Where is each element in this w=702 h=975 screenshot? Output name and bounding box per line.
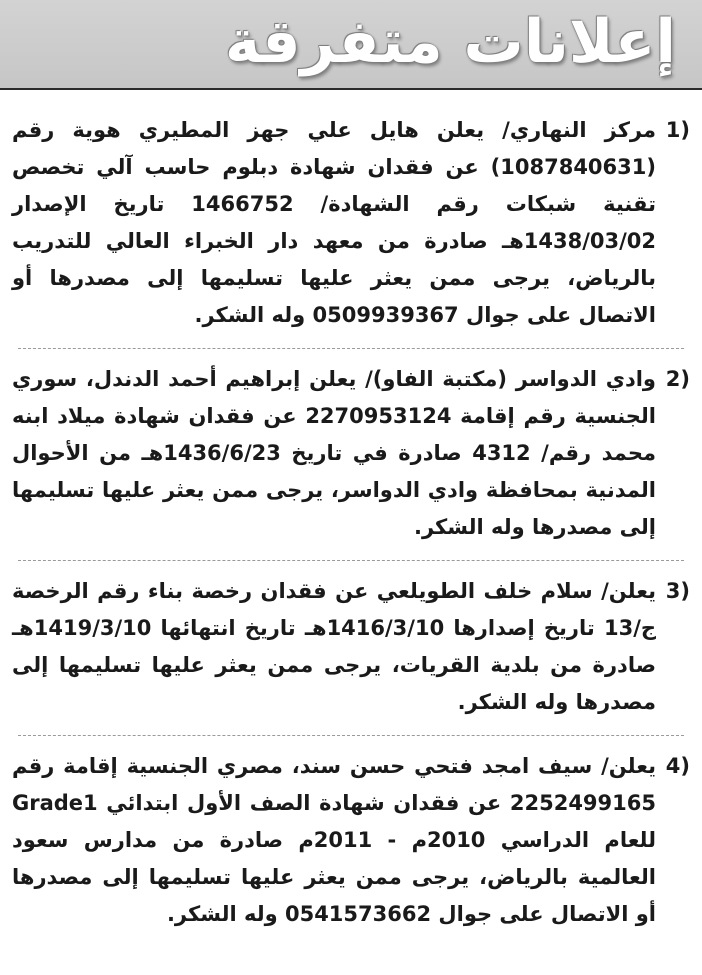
notice-item [12, 112, 690, 334]
notice-item [12, 361, 690, 546]
notice-text: مركز النهاري/ يعلن هايل علي جهز المطيري هوية رقم (1087840631) عن فقدان شهادة دبلوم حاسب آلي تخصص تقنية شبكات رقم الشهادة/ 1466752 تاريخ الإصدار 1438/03/02هـ صادرة من معهد دار الخبراء العالي للتدريب بالرياض، يرجى ممن يعثر عليها تسليمها إلى مصدرها أو الاتصال على جوال 0509939367 وله الشكر. [12, 118, 656, 327]
notices-list [0, 90, 702, 975]
notice-number: 4) [665, 754, 690, 778]
notice-item [12, 748, 690, 933]
notice-divider [18, 560, 684, 561]
notice-divider [18, 735, 684, 736]
notice-number: 1) [665, 118, 690, 142]
notice-divider [18, 348, 684, 349]
section-title: إعلانات متفرقة [224, 7, 676, 77]
notice-number: 3) [665, 579, 690, 603]
notice-text: يعلن/ سلام خلف الطويلعي عن فقدان رخصة بناء رقم الرخصة ج/13 تاريخ إصدارها 1416/3/10هـ تاريخ انتهائها 1419/3/10هـ صادرة من بلدية القريات، يرجى ممن يعثر عليها تسليمها إلى مصدرها وله الشكر. [12, 579, 656, 714]
notice-number: 2) [665, 367, 690, 391]
notice-item [12, 573, 690, 721]
notice-text: يعلن/ سيف امجد فتحي حسن سند، مصري الجنسية إقامة رقم 2252499165 عن فقدان شهادة الصف الأول ابتدائي Grade1 للعام الدراسي 2010م - 2011م صادرة من مدارس سعود العالمية بالرياض، يرجى ممن يعثر عليها تسليمها إلى مصدرها أو الاتصال على جوال 0541573662 وله الشكر. [12, 754, 657, 926]
notice-text: وادي الدواسر (مكتبة الفاو)/ يعلن إبراهيم أحمد الدندل، سوري الجنسية رقم إقامة 2270953124 عن فقدان شهادة ميلاد ابنه محمد رقم/ 4312 صادرة في تاريخ 1436/6/23هـ من الأحوال المدنية بمحافظة وادي الدواسر، يرجى ممن يعثر عليها تسليمها إلى مصدرها وله الشكر. [12, 367, 656, 539]
section-header [0, 0, 702, 90]
